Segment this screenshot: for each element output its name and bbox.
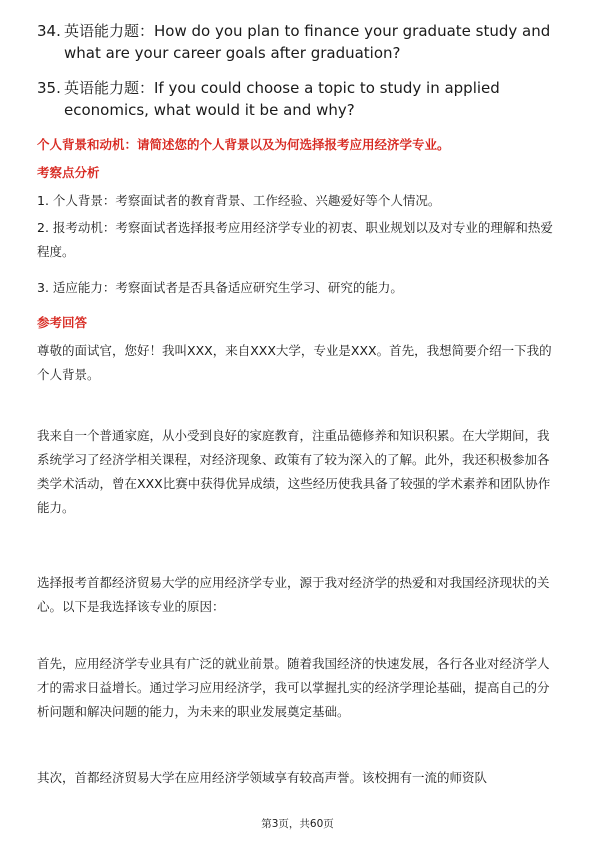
prompt-title: 个人背景和动机：请简述您的个人背景以及为何选择报考应用经济学专业。: [37, 137, 450, 152]
question-text: 英语能力题：If you could choose a topic to study in applied economics, what would it be and why?: [64, 79, 500, 119]
question-text: 英语能力题：How do you plan to finance your graduate study and what are your career goals after graduation?: [64, 22, 551, 62]
page-footer: 第3页，共60页: [261, 818, 334, 830]
answer-paragraph: 首先，应用经济学专业具有广泛的就业前景。随着我国经济的快速发展，各行各业对经济学人才的需求日益增长。通过学习应用经济学，我可以掌握扎实的经济学理论基础，提高自己的分析问题和解决问题的能力，为未来的职业发展奠定基础。: [37, 656, 550, 719]
question-34: [37, 20, 557, 64]
analysis-item: 2. 报考动机：考察面试者选择报考应用经济学专业的初衷、职业规划以及对专业的理解和热爱程度。: [37, 220, 553, 259]
question-number: 34.: [37, 22, 61, 40]
answer-heading: 参考回答: [37, 315, 88, 330]
question-35: [37, 77, 557, 121]
answer-paragraph: 选择报考首都经济贸易大学的应用经济学专业，源于我对经济学的热爱和对我国经济现状的关心。以下是我选择该专业的原因：: [37, 575, 550, 614]
question-number: 35.: [37, 79, 61, 97]
analysis-item: 1. 个人背景：考察面试者的教育背景、工作经验、兴趣爱好等个人情况。: [37, 193, 441, 208]
analysis-heading: 考察点分析: [37, 165, 100, 180]
answer-paragraph: 尊敬的面试官，您好！我叫XXX，来自XXX大学，专业是XXX。首先，我想简要介绍一下我的个人背景。: [37, 343, 552, 382]
answer-paragraph: 我来自一个普通家庭，从小受到良好的家庭教育，注重品德修养和知识积累。在大学期间，我系统学习了经济学相关课程，对经济现象、政策有了较为深入的了解。此外，我还积极参加各类学术活动，曾在XXX比赛中获得优异成绩，这些经历使我具备了较强的学术素养和团队协作能力。: [37, 428, 551, 515]
analysis-item: 3. 适应能力：考察面试者是否具备适应研究生学习、研究的能力。: [37, 280, 403, 295]
answer-paragraph: 其次，首都经济贸易大学在应用经济学领域享有较高声誉。该校拥有一流的师资队: [37, 770, 488, 785]
